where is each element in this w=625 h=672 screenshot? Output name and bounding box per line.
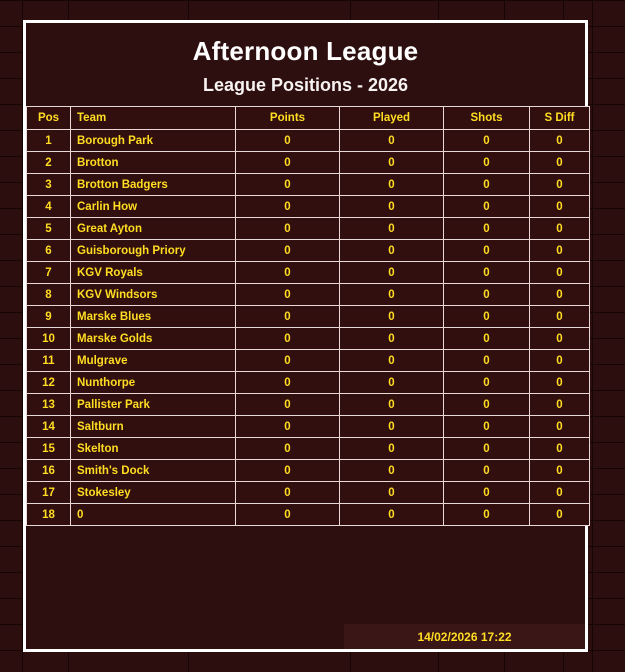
cell-played: 0 <box>340 504 444 526</box>
cell-played: 0 <box>340 152 444 174</box>
cell-pos: 1 <box>27 130 71 152</box>
cell-played: 0 <box>340 240 444 262</box>
cell-sdiff: 0 <box>530 504 590 526</box>
cell-points: 0 <box>236 130 340 152</box>
cell-pos: 2 <box>27 152 71 174</box>
table-row[interactable] <box>27 218 590 240</box>
cell-played: 0 <box>340 394 444 416</box>
cell-played: 0 <box>340 196 444 218</box>
column-header-points[interactable]: Points <box>236 107 340 130</box>
cell-sdiff: 0 <box>530 174 590 196</box>
table-row[interactable] <box>27 240 590 262</box>
table-body <box>27 130 590 526</box>
grid-column-line <box>592 0 593 672</box>
cell-shots: 0 <box>444 372 530 394</box>
cell-pos: 10 <box>27 328 71 350</box>
cell-points: 0 <box>236 240 340 262</box>
cell-shots: 0 <box>444 482 530 504</box>
cell-pos: 18 <box>27 504 71 526</box>
cell-pos: 8 <box>27 284 71 306</box>
cell-points: 0 <box>236 416 340 438</box>
column-header-played[interactable]: Played <box>340 107 444 130</box>
table-row[interactable] <box>27 350 590 372</box>
cell-points: 0 <box>236 152 340 174</box>
table-row[interactable] <box>27 438 590 460</box>
cell-points: 0 <box>236 460 340 482</box>
cell-points: 0 <box>236 504 340 526</box>
cell-shots: 0 <box>444 174 530 196</box>
cell-shots: 0 <box>444 240 530 262</box>
page-subtitle: League Positions - 2026 <box>202 75 409 95</box>
column-header-shots[interactable]: Shots <box>444 107 530 130</box>
cell-points: 0 <box>236 284 340 306</box>
cell-played: 0 <box>340 482 444 504</box>
cell-shots: 0 <box>444 438 530 460</box>
cell-team: Great Ayton <box>71 218 236 240</box>
cell-shots: 0 <box>444 130 530 152</box>
table-row[interactable] <box>27 328 590 350</box>
cell-team: Mulgrave <box>71 350 236 372</box>
cell-played: 0 <box>340 130 444 152</box>
cell-team: Borough Park <box>71 130 236 152</box>
table-row[interactable] <box>27 372 590 394</box>
cell-shots: 0 <box>444 416 530 438</box>
cell-pos: 3 <box>27 174 71 196</box>
cell-sdiff: 0 <box>530 240 590 262</box>
cell-team: Marske Golds <box>71 328 236 350</box>
cell-shots: 0 <box>444 328 530 350</box>
cell-pos: 14 <box>27 416 71 438</box>
title-block <box>26 23 585 106</box>
cell-shots: 0 <box>444 394 530 416</box>
page-title: Afternoon League <box>192 36 419 66</box>
cell-played: 0 <box>340 416 444 438</box>
cell-sdiff: 0 <box>530 350 590 372</box>
cell-played: 0 <box>340 372 444 394</box>
cell-played: 0 <box>340 350 444 372</box>
cell-played: 0 <box>340 262 444 284</box>
cell-sdiff: 0 <box>530 438 590 460</box>
cell-sdiff: 0 <box>530 394 590 416</box>
table-row[interactable] <box>27 196 590 218</box>
cell-sdiff: 0 <box>530 152 590 174</box>
cell-points: 0 <box>236 438 340 460</box>
cell-sdiff: 0 <box>530 416 590 438</box>
table-row[interactable] <box>27 284 590 306</box>
cell-sdiff: 0 <box>530 130 590 152</box>
cell-team: Saltburn <box>71 416 236 438</box>
cell-team: Smith's Dock <box>71 460 236 482</box>
table-header-row <box>27 107 590 130</box>
cell-team: Brotton Badgers <box>71 174 236 196</box>
table-row[interactable] <box>27 152 590 174</box>
cell-sdiff: 0 <box>530 196 590 218</box>
league-panel <box>23 20 588 652</box>
cell-played: 0 <box>340 460 444 482</box>
cell-shots: 0 <box>444 262 530 284</box>
cell-sdiff: 0 <box>530 284 590 306</box>
cell-points: 0 <box>236 196 340 218</box>
cell-shots: 0 <box>444 284 530 306</box>
table-row[interactable] <box>27 482 590 504</box>
cell-points: 0 <box>236 350 340 372</box>
cell-shots: 0 <box>444 306 530 328</box>
cell-shots: 0 <box>444 460 530 482</box>
cell-team: Stokesley <box>71 482 236 504</box>
cell-played: 0 <box>340 328 444 350</box>
cell-points: 0 <box>236 482 340 504</box>
cell-points: 0 <box>236 306 340 328</box>
cell-sdiff: 0 <box>530 460 590 482</box>
table-row[interactable] <box>27 174 590 196</box>
cell-team: KGV Windsors <box>71 284 236 306</box>
cell-sdiff: 0 <box>530 306 590 328</box>
column-header-team[interactable]: Team <box>71 107 236 130</box>
cell-team: Pallister Park <box>71 394 236 416</box>
cell-points: 0 <box>236 218 340 240</box>
cell-sdiff: 0 <box>530 262 590 284</box>
table-row[interactable] <box>27 394 590 416</box>
cell-sdiff: 0 <box>530 328 590 350</box>
cell-shots: 0 <box>444 350 530 372</box>
cell-team: Marske Blues <box>71 306 236 328</box>
column-header-sdiff[interactable]: S Diff <box>530 107 590 130</box>
cell-shots: 0 <box>444 218 530 240</box>
table-row[interactable] <box>27 416 590 438</box>
cell-pos: 5 <box>27 218 71 240</box>
cell-pos: 17 <box>27 482 71 504</box>
table-row[interactable] <box>27 504 590 526</box>
table-row[interactable] <box>27 460 590 482</box>
cell-pos: 16 <box>27 460 71 482</box>
cell-points: 0 <box>236 372 340 394</box>
cell-team: Skelton <box>71 438 236 460</box>
cell-points: 0 <box>236 394 340 416</box>
table-row[interactable] <box>27 306 590 328</box>
cell-pos: 13 <box>27 394 71 416</box>
cell-sdiff: 0 <box>530 218 590 240</box>
cell-played: 0 <box>340 284 444 306</box>
cell-pos: 12 <box>27 372 71 394</box>
cell-team: KGV Royals <box>71 262 236 284</box>
cell-played: 0 <box>340 306 444 328</box>
cell-played: 0 <box>340 218 444 240</box>
cell-played: 0 <box>340 438 444 460</box>
table-row[interactable] <box>27 262 590 284</box>
cell-team: 0 <box>71 504 236 526</box>
cell-shots: 0 <box>444 152 530 174</box>
cell-pos: 4 <box>27 196 71 218</box>
cell-shots: 0 <box>444 196 530 218</box>
cell-sdiff: 0 <box>530 482 590 504</box>
cell-pos: 11 <box>27 350 71 372</box>
cell-pos: 9 <box>27 306 71 328</box>
grid-row-line <box>0 0 625 1</box>
cell-team: Guisborough Priory <box>71 240 236 262</box>
panel-footer <box>26 526 585 649</box>
cell-points: 0 <box>236 262 340 284</box>
cell-pos: 7 <box>27 262 71 284</box>
column-header-pos[interactable]: Pos <box>27 107 71 130</box>
cell-sdiff: 0 <box>530 372 590 394</box>
cell-pos: 6 <box>27 240 71 262</box>
cell-team: Carlin How <box>71 196 236 218</box>
timestamp-label: 14/02/2026 17:22 <box>344 624 585 649</box>
table-row[interactable] <box>27 130 590 152</box>
cell-shots: 0 <box>444 504 530 526</box>
cell-team: Brotton <box>71 152 236 174</box>
cell-team: Nunthorpe <box>71 372 236 394</box>
cell-points: 0 <box>236 328 340 350</box>
league-standings-table <box>26 106 590 526</box>
cell-pos: 15 <box>27 438 71 460</box>
cell-points: 0 <box>236 174 340 196</box>
cell-played: 0 <box>340 174 444 196</box>
